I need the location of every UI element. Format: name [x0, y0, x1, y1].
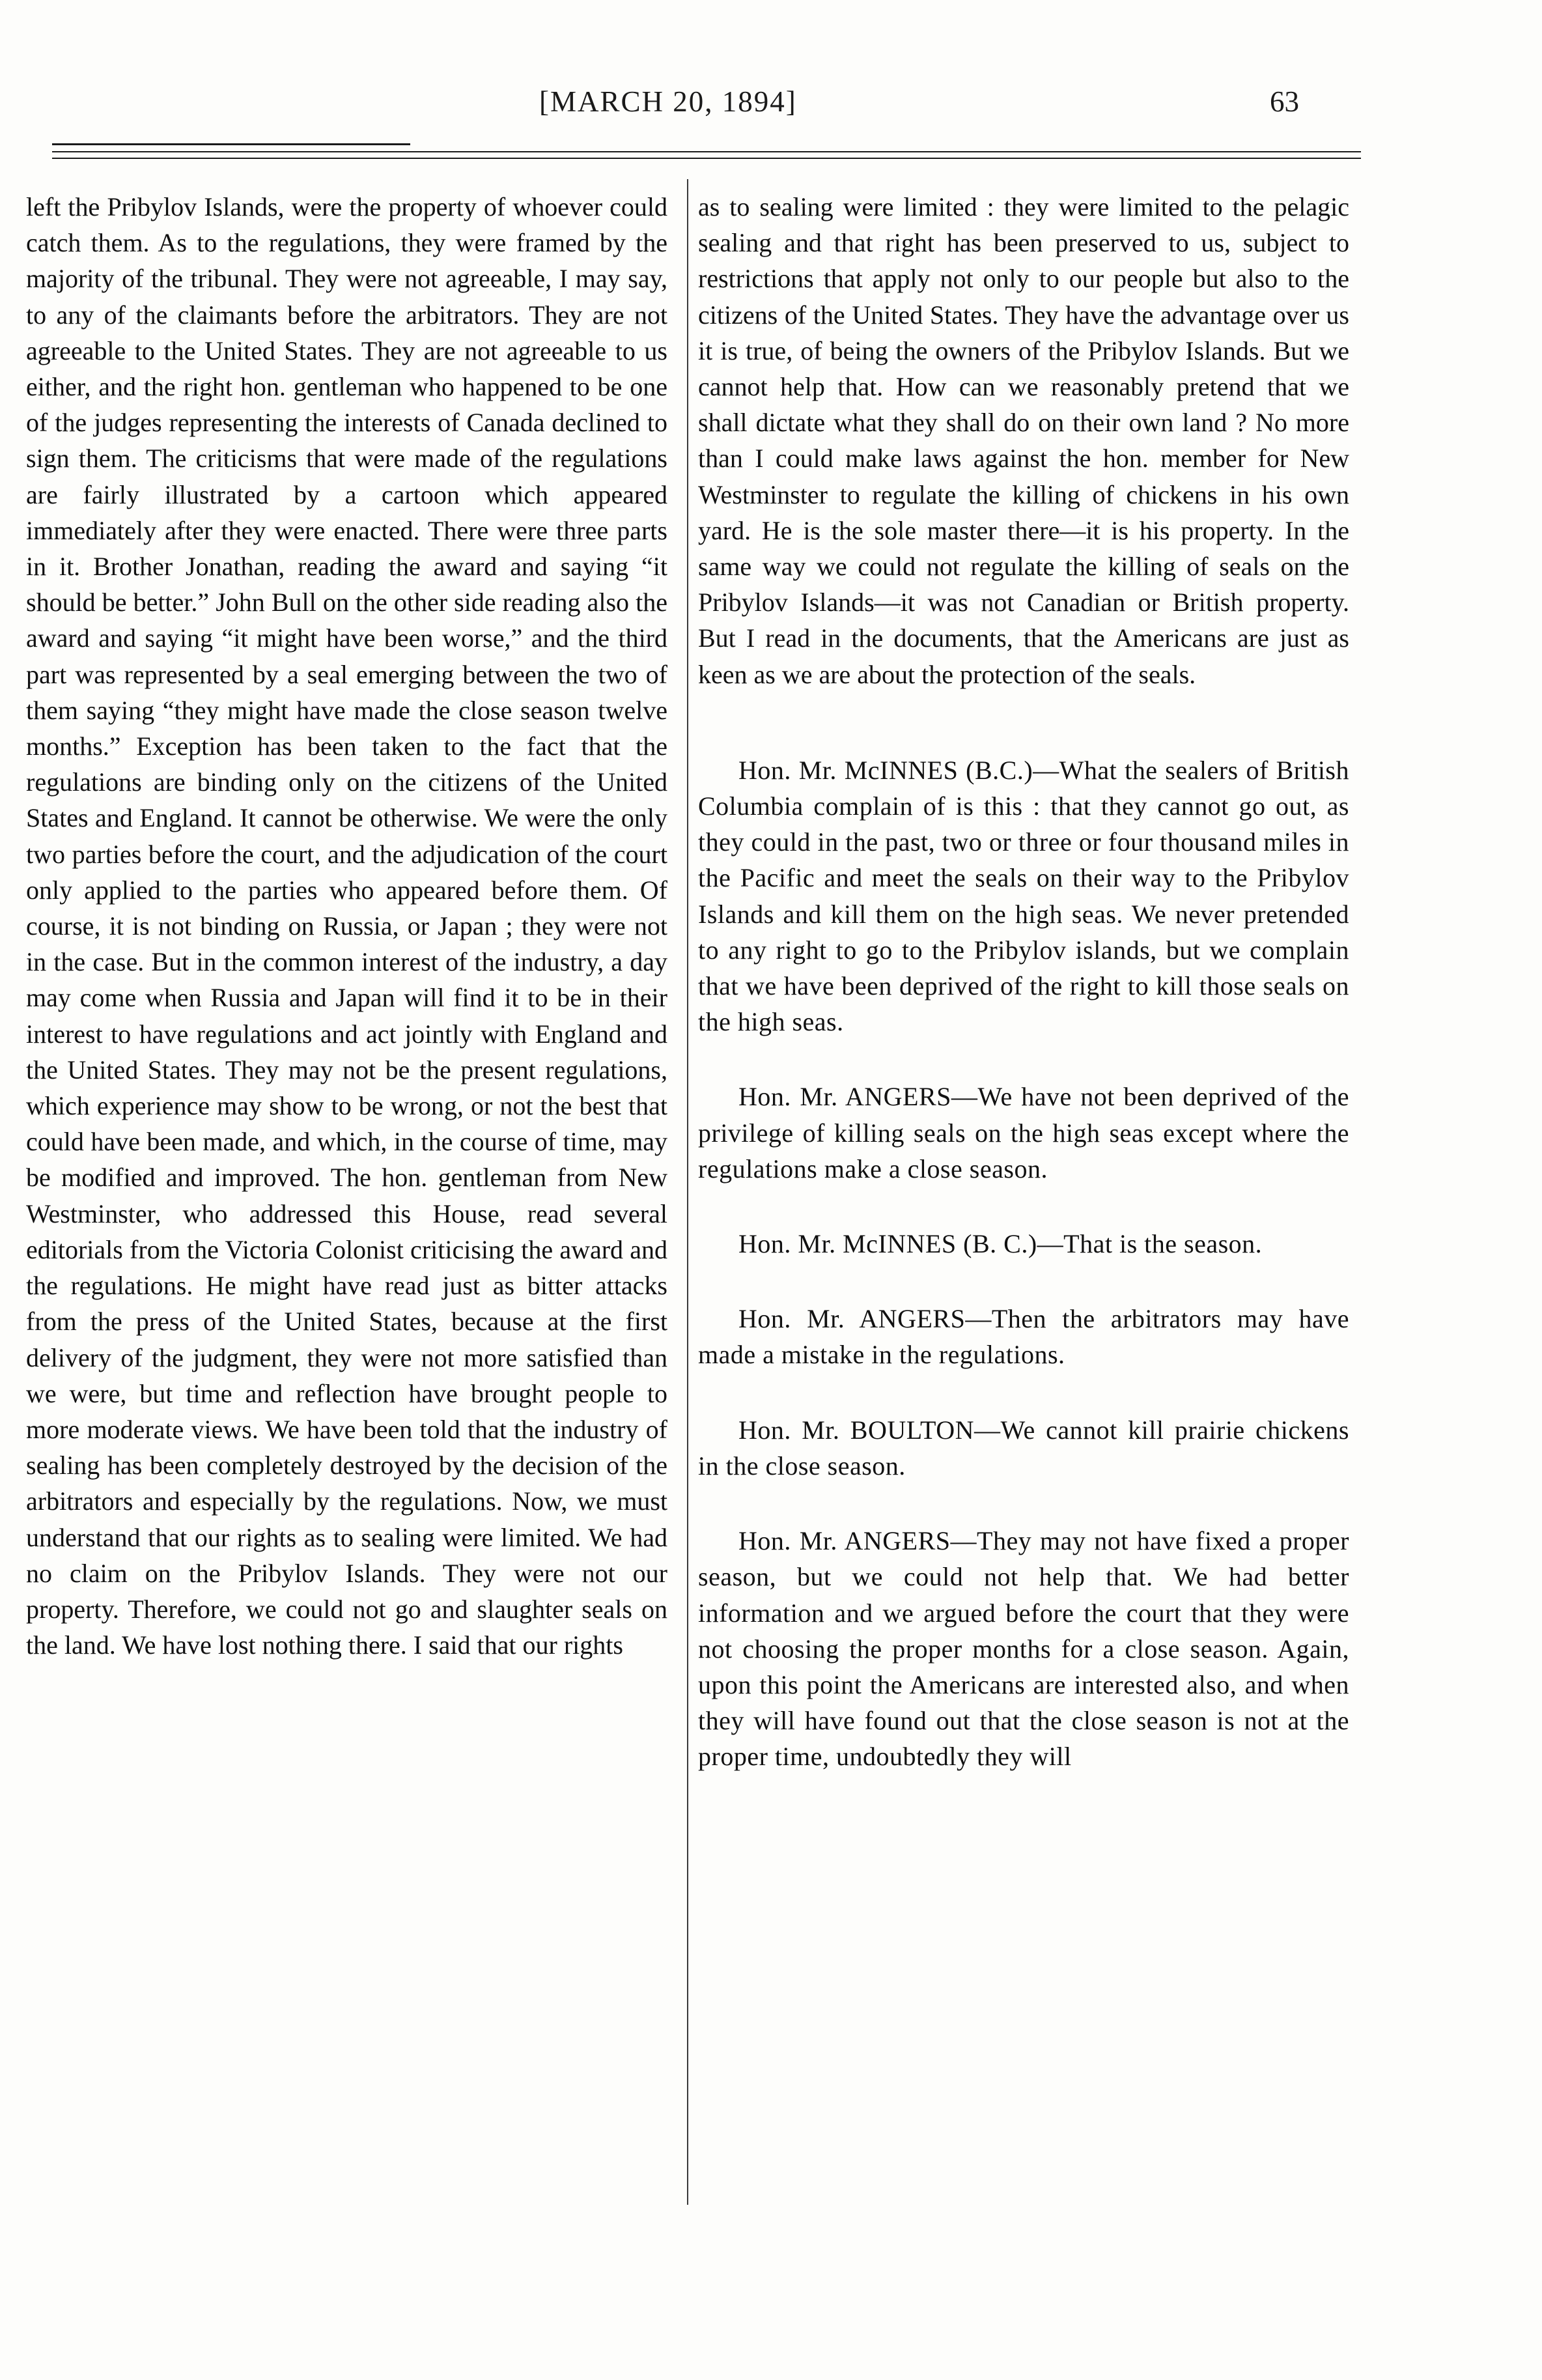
speech-mcinnes-1: Hon. Mr. McINNES (B.C.)—What the sealers of British Columbia complain of is this : that they cannot go out, as they could in the past, two or three or four thousand miles in the Pacific and meet the seals on their way to the Pribylov Islands and kill them on the high seas. We never pretended to any right to go to the Pribylov islands, but we complain that we have been deprived of the right to kill those seals on the high seas. [698, 755, 1349, 1037]
speech-boulton: Hon. Mr. BOULTON—We cannot kill prairie chickens in the close season. [698, 1415, 1349, 1480]
column-divider [687, 179, 688, 2205]
speech-angers-2: Hon. Mr. ANGERS—Then the arbitrators may have made a mistake in the regulations. [698, 1304, 1349, 1370]
page-number: 63 [1270, 85, 1299, 118]
speech-mcinnes-2: Hon. Mr. McINNES (B. C.)—That is the season. [738, 1229, 1263, 1259]
paragraph-gap [698, 1262, 1349, 1301]
paragraph-gap [698, 1040, 1349, 1079]
header-rule-bottom [52, 158, 1361, 159]
left-column [26, 189, 667, 1663]
paragraph-gap [698, 1187, 1349, 1226]
page-header [0, 85, 1542, 137]
right-paragraph-1: as to sealing were limited : they were limited to the pelagic sealing and that right has been preserved to us, subject to restrictions that apply not only to our people but also to the citizens of the United States. They have the advantage over us it is true, of being the owners of the Pribylov Islands. But we cannot help that. How can we reasonably pretend that we shall dictate what they shall do on their own land ? No more than I could make laws against the hon. member for New Westminster to regulate the killing of chickens in his own yard. He is the sole master there—it is his property. In the same way we could not regulate the killing of seals on the Pribylov Islands—it was not Canadian or British property. But I read in the documents, that the Americans are just as keen as we are about the protection of the seals. [698, 192, 1349, 689]
left-paragraph-1: left the Pribylov Islands, were the property of whoever could catch them. As to the regulations, they were framed by the majority of the tribunal. They were not agreeable, I may say, to any of the claimants before the arbitrators. They are not agreeable to the United States. They are not agreeable to us either, and the right hon. gentleman who happened to be one of the judges representing the interests of Canada declined to sign them. The criticisms that were made of the regulations are fairly illustrated by a cartoon which appeared immediately after they were enacted. There were three parts in it. Brother Jonathan, reading the award and saying “it should be better.” John Bull on the other side reading also the award and saying “it might have been worse,” and the third part was represented by a seal emerging between the two of them saying “they might have made the close season twelve months.” Exception has been taken to the fact that the regulations are binding only on the citizens of the United States and England. It cannot be otherwise. We were the only two parties before the court, and the adjudication of the court only applied to the parties who appeared before them. Of course, it is not binding on Russia, or Japan ; they were not in the case. But in the common interest of the industry, a day may come when Russia and Japan will find it to be in their interest to have regulations and act jointly with England and the United States. They may not be the present regulations, which experience may show to be wrong, or not the best that could have been made, and which, in the course of time, may be modified and improved. The hon. gentleman from New Westminster, who addressed this House, read several editorials from the Victoria Colonist criticising the award and the regulations. He might have read just as bitter attacks from the press of the United States, because at the first delivery of the judgment, they were not more satisfied than we were, but time and reflection have brought people to more moderate views. We have been told that the industry of sealing has been completely destroyed by the decision of the arbitrators and especially by the regulations. Now, we must understand that our rights as to sealing were limited. We had no claim on the Pribylov Islands. They were not our property. Therefore, we could not go and slaughter seals on the land. We have lost nothing there. I said that our rights [26, 192, 667, 1660]
speech-angers-1: Hon. Mr. ANGERS—We have not been deprived of the privilege of killing seals on the high seas except where the regulations make a close season. [698, 1082, 1349, 1183]
header-date: [MARCH 20, 1894] [539, 85, 797, 118]
right-column [698, 189, 1349, 1775]
paragraph-gap [698, 1484, 1349, 1523]
paragraph-gap [698, 1373, 1349, 1412]
paragraph-gap [698, 692, 1349, 752]
speech-angers-3: Hon. Mr. ANGERS—They may not have fixed a proper season, but we could not help that. We had better information and we argued before the court that they were not choosing the proper months for a close season. Again, upon this point the Americans are interested also, and when they will have found out that the close season is not at the proper time, undoubtedly they will [698, 1526, 1349, 1772]
header-rule-top [52, 151, 1361, 152]
header-rule-short [52, 143, 410, 145]
